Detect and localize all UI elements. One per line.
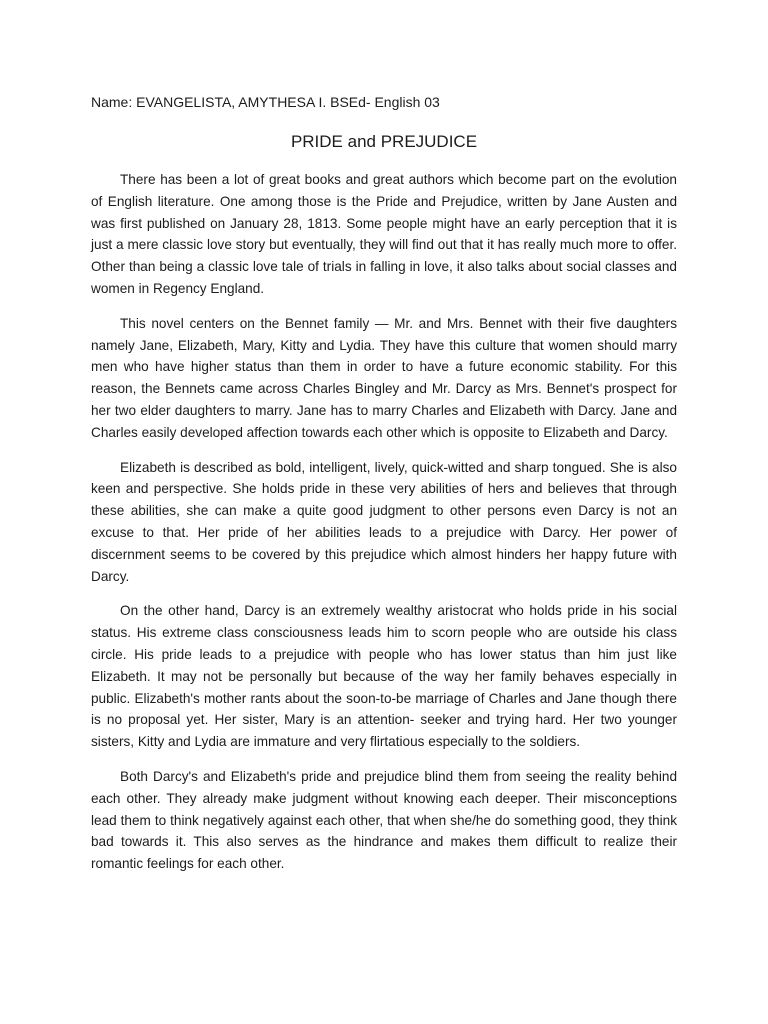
essay-title: PRIDE and PREJUDICE xyxy=(290,132,478,151)
paragraph: This novel centers on the Bennet family — Mr. and Mrs. Bennet with their five daughters namely Jane, Elizabeth, Mary, Kitty and Lydia. They have this culture that women should marry men who have higher status than them in order to have a future economic stability. For this reason, the Bennets came across Charles Bingley and Mr. Darcy as Mrs. Bennet's prospect for her two elder daughters to marry. Jane has to marry Charles and Elizabeth with Darcy. Jane and Charles easily developed affection towards each other which is opposite to Elizabeth and Darcy. xyxy=(91,315,677,440)
paragraph: There has been a lot of great books and great authors which become part on the evolution of English literature. One among those is the Pride and Prejudice, written by Jane Austen and was first published on January 28, 1813. Some people might have an early perception that it is just a mere classic love story but eventually, they will find out that it has really much more to offer. Other than being a classic love tale of trials in falling in love, it also talks about social classes and women in Regency England. xyxy=(91,172,677,296)
essay-body xyxy=(91,169,677,888)
student-name-line: Name: EVANGELISTA, AMYTHESA I. BSEd- English 03 xyxy=(91,94,440,110)
paragraph: Both Darcy's and Elizabeth's pride and prejudice blind them from seeing the reality behind each other. They already make judgment without knowing each deeper. Their misconceptions lead them to think negatively against each other, that when she/he do something good, they think bad towards it. This also serves as the hindrance and makes them difficult to realize their romantic feelings for each other. xyxy=(91,768,677,872)
paragraph: On the other hand, Darcy is an extremely wealthy aristocrat who holds pride in his social status. His extreme class consciousness leads him to scorn people who are outside his class circle. His pride leads to a prejudice with people who has lower status than him just like Elizabeth. It may not be personally but because of the way her family behaves especially in public. Elizabeth's mother rants about the soon-to-be marriage of Charles and Jane though there is no proposal yet. Her sister, Mary is an attention- seeker and trying hard. Her two younger sisters, Kitty and Lydia are immature and very flirtatious especially to the soldiers. xyxy=(91,603,677,750)
paragraph: Elizabeth is described as bold, intelligent, lively, quick-witted and sharp tongued. She is also keen and perspective. She holds pride in these very abilities of hers and believes that through these abilities, she can make a quite good judgment to other persons even Darcy is not an excuse to that. Her pride of her abilities leads to a prejudice with Darcy. Her power of discernment seems to be covered by this prejudice which almost hinders her happy future with Darcy. xyxy=(91,459,677,584)
